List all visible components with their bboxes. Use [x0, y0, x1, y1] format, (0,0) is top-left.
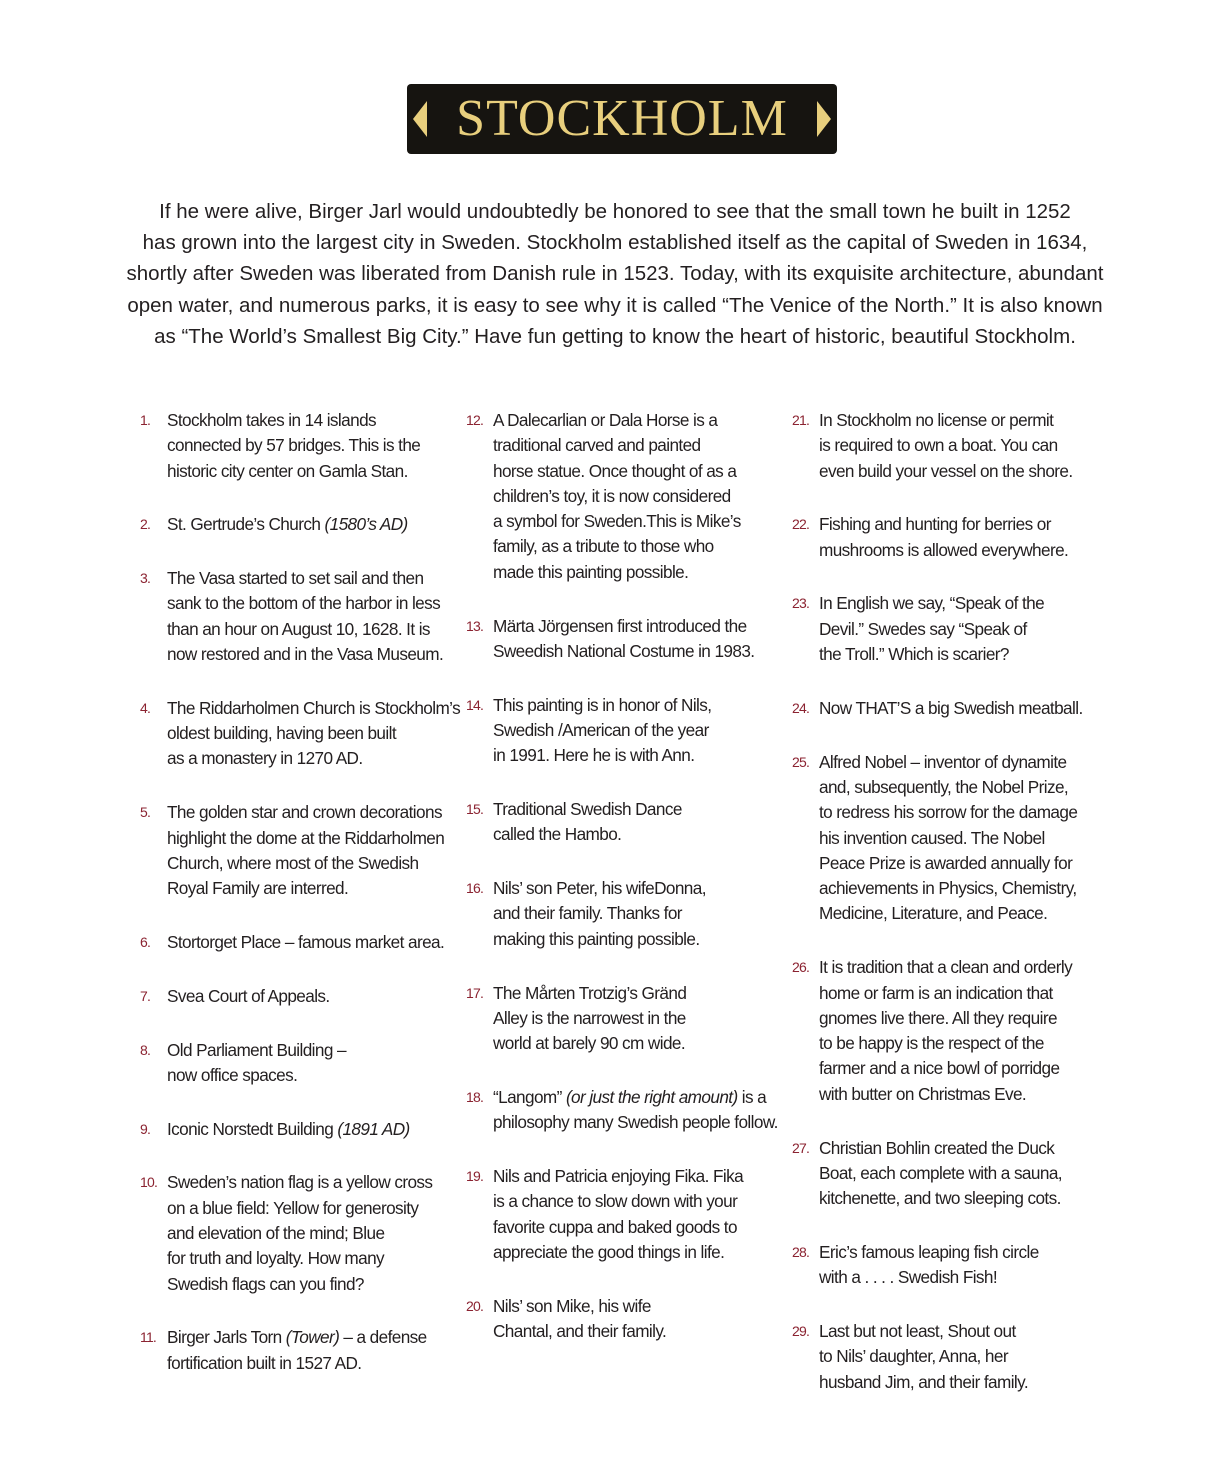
legend-item-text: [819, 408, 1092, 484]
legend-item-line: “Langom” (or just the right amount) is a: [493, 1086, 767, 1107]
legend-item-number: 18.: [466, 1088, 484, 1105]
legend-item: [792, 512, 1092, 563]
legend-item-number: 26.: [792, 959, 810, 976]
legend-item-line: farmer and a nice bowl of porridge: [819, 1058, 1060, 1079]
legend-item-line: Alley is the narrowest in the: [493, 1007, 686, 1028]
legend-item-text: [493, 408, 794, 585]
legend-item-line: children’s toy, it is now considered: [493, 485, 731, 506]
legend-item-text: [167, 800, 472, 901]
legend-item-line: with butter on Christmas Eve.: [819, 1083, 1027, 1104]
legend-item-line: The Vasa started to set sail and then: [167, 568, 424, 589]
legend-item: [140, 1117, 472, 1142]
legend-item-line: Peace Prize is awarded annually for: [819, 852, 1073, 873]
legend-item-line: Nils’ son Mike, his wife: [493, 1295, 651, 1316]
legend-item: [792, 408, 1092, 484]
legend-item: [140, 408, 472, 484]
legend-item: [140, 512, 472, 537]
legend-item-italic: (1891 AD): [337, 1118, 410, 1139]
legend-item-text: [167, 930, 472, 955]
legend-item-line: to Nils’ daughter, Anna, her: [819, 1346, 1008, 1367]
legend-item: [140, 930, 472, 955]
legend-item-text: [167, 566, 472, 667]
legend-item: [140, 1170, 472, 1296]
legend-item-line: philosophy many Swedish people follow.: [493, 1112, 778, 1133]
legend-column-3: [792, 408, 1092, 1395]
legend-item-text: [493, 1164, 794, 1265]
legend-item-line: historic city center on Gamla Stan.: [167, 460, 408, 481]
legend-column-2: [466, 408, 794, 1344]
legend-item-text: [819, 696, 1092, 721]
legend-item-text: [167, 1325, 472, 1376]
legend-item: [140, 566, 472, 667]
legend-item-line: In English we say, “Speak of the: [819, 593, 1045, 614]
legend-item-line: Royal Family are interred.: [167, 878, 349, 899]
legend-item-line: on a blue field: Yellow for generosity: [167, 1197, 419, 1218]
legend-item: [466, 408, 794, 585]
legend-item-number: 29.: [792, 1323, 810, 1340]
legend-item-number: 7.: [140, 987, 151, 1004]
legend-item: [792, 696, 1092, 721]
legend-item-number: 5.: [140, 804, 151, 821]
legend-item-line: Nils and Patricia enjoying Fika. Fika: [493, 1166, 744, 1187]
intro-line: as “The World’s Smallest Big City.” Have fun getting to know the heart of historic, beautiful Stockholm.: [154, 324, 1076, 348]
legend-item-text: [167, 1170, 472, 1296]
legend-item-number: 15.: [466, 801, 484, 818]
intro-line: shortly after Sweden was liberated from Danish rule in 1523. Today, with its exquisite architecture, abundant: [126, 262, 1104, 286]
legend-item-line: Alfred Nobel – inventor of dynamite: [819, 751, 1067, 772]
legend-item-number: 24.: [792, 699, 810, 716]
legend-item-text: [493, 1085, 794, 1136]
legend-column-1: [140, 408, 472, 1376]
legend-item-line: sank to the bottom of the harbor in less: [167, 593, 441, 614]
legend-item-text: [493, 797, 794, 848]
legend-item-number: 25.: [792, 753, 810, 770]
legend-item-line: Traditional Swedish Dance: [493, 799, 682, 820]
legend-item-line: Last but not least, Shout out: [819, 1321, 1016, 1342]
legend-item-text: [493, 876, 794, 952]
legend-item-number: 11.: [140, 1329, 157, 1346]
legend-item-line: is required to own a boat. You can: [819, 435, 1058, 456]
legend-item-number: 17.: [466, 984, 484, 1001]
intro-line: has grown into the largest city in Sweden. Stockholm established itself as the capital of Sweden in 1634,: [142, 231, 1088, 255]
legend-item: [792, 1240, 1092, 1291]
legend-item-line: achievements in Physics, Chemistry,: [819, 878, 1077, 899]
legend-item: [466, 1085, 794, 1136]
intro-line: open water, and numerous parks, it is easy to see why it is called “The Venice of the North.” It is also known: [127, 293, 1103, 317]
legend-item-line: Iconic Norstedt Building (1891 AD): [167, 1118, 410, 1139]
legend-item-number: 20.: [466, 1297, 484, 1314]
legend-item-number: 19.: [466, 1168, 484, 1185]
legend-item-line: Birger Jarls Torn (Tower) – a defense: [167, 1327, 427, 1348]
legend-item-number: 1.: [140, 412, 151, 428]
legend-item-line: even build your vessel on the shore.: [819, 460, 1073, 481]
legend-item-line: and their family. Thanks for: [493, 903, 682, 924]
legend-item-line: mushrooms is allowed everywhere.: [819, 539, 1069, 560]
legend-item-text: [167, 1038, 472, 1089]
legend-item: [140, 1038, 472, 1089]
legend-item-number: 10.: [140, 1174, 158, 1191]
legend-item-line: favorite cuppa and baked goods to: [493, 1216, 737, 1237]
title-banner: [407, 84, 837, 154]
legend-item-line: is a chance to slow down with your: [493, 1191, 738, 1212]
legend-item-line: Christian Bohlin created the Duck: [819, 1137, 1055, 1158]
legend-item-number: 28.: [792, 1243, 810, 1260]
legend-item-number: 4.: [140, 699, 151, 716]
legend-item: [792, 1319, 1092, 1395]
legend-item-line: made this painting possible.: [493, 561, 689, 582]
legend-item-line: in 1991. Here he is with Ann.: [493, 745, 695, 766]
legend-item: [792, 1136, 1092, 1212]
legend-item-line: Svea Court of Appeals.: [167, 985, 330, 1006]
intro-line: If he were alive, Birger Jarl would undoubtedly be honored to see that the small town he built in 1252: [159, 200, 1071, 223]
legend-item-number: 23.: [792, 595, 810, 612]
legend-item-line: the Troll.” Which is scarier?: [819, 644, 1009, 665]
legend-item-line: horse statue. Once thought of as a: [493, 460, 737, 481]
legend-item-line: Old Parliament Building –: [167, 1039, 346, 1060]
legend-item-number: 16.: [466, 880, 484, 897]
legend-item-text: [493, 693, 794, 769]
legend-item-line: The Riddarholmen Church is Stockholm’s: [167, 697, 461, 718]
legend-item: [140, 984, 472, 1009]
legend-item-line: Stockholm takes in 14 islands: [167, 410, 377, 430]
legend-item-line: kitchenette, and two sleeping cots.: [819, 1188, 1061, 1209]
legend-item-line: home or farm is an indication that: [819, 982, 1053, 1003]
legend-item-text: [167, 408, 472, 484]
legend-item-line: This painting is in honor of Nils,: [493, 694, 712, 715]
legend-item-line: Chantal, and their family.: [493, 1321, 667, 1342]
legend-item-line: to be happy is the respect of the: [819, 1033, 1044, 1054]
legend-item-number: 13.: [466, 617, 484, 634]
legend-item-line: Märta Jörgensen first introduced the: [493, 615, 747, 636]
legend-item-text: [819, 1319, 1092, 1395]
legend-item-text: [819, 512, 1092, 563]
legend-item-line: husband Jim, and their family.: [819, 1371, 1029, 1392]
legend-item-line: than an hour on August 10, 1628. It is: [167, 618, 430, 639]
legend-item-line: his invention caused. The Nobel: [819, 827, 1045, 848]
legend-item-line: Boat, each complete with a sauna,: [819, 1162, 1062, 1183]
legend-item: [466, 876, 794, 952]
legend-item-line: and elevation of the mind; Blue: [167, 1223, 385, 1244]
legend-item-line: Sweden’s nation flag is a yellow cross: [167, 1172, 433, 1193]
legend-item-line: connected by 57 bridges. This is the: [167, 435, 421, 456]
legend-item-number: 3.: [140, 570, 151, 587]
legend-item-line: making this painting possible.: [493, 928, 700, 949]
legend-item-line: traditional carved and painted: [493, 435, 701, 456]
banner-right-cap: [817, 101, 831, 137]
legend-item-italic: (or just the right amount): [565, 1086, 738, 1107]
legend-item-text: [167, 984, 472, 1009]
legend-item: [466, 1164, 794, 1265]
legend-item-text: [819, 591, 1092, 667]
legend-item-line: Now THAT’S a big Swedish meatball.: [819, 697, 1083, 718]
legend-item: [466, 1294, 794, 1345]
legend-item: [466, 981, 794, 1057]
legend-item-line: now restored and in the Vasa Museum.: [167, 644, 444, 665]
legend-item-line: The Mårten Trotzig’s Gränd: [493, 982, 687, 1003]
legend-item-line: Sweedish National Costume in 1983.: [493, 640, 755, 661]
legend-item-number: 8.: [140, 1041, 151, 1058]
legend-item-number: 22.: [792, 516, 810, 533]
legend-item-number: 27.: [792, 1139, 810, 1156]
legend-item-italic: (Tower): [285, 1327, 340, 1348]
legend-item-line: Church, where most of the Swedish: [167, 852, 419, 873]
legend-item-line: Swedish /American of the year: [493, 719, 709, 740]
legend-item-line: fortification built in 1527 AD.: [167, 1352, 362, 1373]
legend-item-line: appreciate the good things in life.: [493, 1241, 725, 1262]
legend-item-text: [819, 1240, 1092, 1291]
legend-item-text: [167, 512, 472, 537]
legend-item: [792, 955, 1092, 1107]
legend-item-line: a symbol for Sweden.This is Mike’s: [493, 511, 741, 532]
legend-item-number: 21.: [792, 412, 810, 428]
legend-item-text: [493, 1294, 794, 1345]
legend-item-number: 14.: [466, 696, 484, 713]
legend-item-line: Eric’s famous leaping fish circle: [819, 1241, 1039, 1262]
legend-item-line: It is tradition that a clean and orderly: [819, 957, 1073, 978]
legend-item-line: family, as a tribute to those who: [493, 536, 714, 557]
legend-item-text: [167, 696, 472, 772]
legend-item: [466, 797, 794, 848]
legend-item: [140, 1325, 472, 1376]
legend-item-line: world at barely 90 cm wide.: [493, 1033, 686, 1054]
legend-item-line: called the Hambo.: [493, 824, 622, 845]
legend-item: [140, 696, 472, 772]
legend-item-line: highlight the dome at the Riddarholmen: [167, 827, 445, 848]
legend-item-line: for truth and loyalty. How many: [167, 1248, 385, 1269]
legend-item-line: In Stockholm no license or permit: [819, 410, 1054, 430]
legend-item-line: Devil.” Swedes say “Speak of: [819, 618, 1027, 639]
legend-item-line: as a monastery in 1270 AD.: [167, 748, 363, 769]
legend-item-line: with a . . . . Swedish Fish!: [819, 1267, 998, 1288]
legend-item-line: Nils’ son Peter, his wifeDonna,: [493, 878, 706, 899]
legend-item-line: Stortorget Place – famous market area.: [167, 931, 445, 952]
legend-item-line: and, subsequently, the Nobel Prize,: [819, 776, 1069, 797]
legend-item-line: Fishing and hunting for berries or: [819, 514, 1051, 535]
legend-item-number: 12.: [466, 412, 484, 428]
legend-item-text: [493, 614, 794, 665]
legend-item-line: Swedish flags can you find?: [167, 1273, 364, 1294]
legend-item-text: [819, 955, 1092, 1107]
legend-item-number: 9.: [140, 1120, 151, 1137]
legend-item-italic: (1580’s AD): [324, 514, 408, 535]
page-title: STOCKHOLM: [456, 90, 788, 147]
legend-item-line: oldest building, having been built: [167, 723, 397, 744]
legend-item-line: Medicine, Literature, and Peace.: [819, 903, 1048, 924]
legend-item-line: now office spaces.: [167, 1064, 298, 1085]
legend-item-text: [493, 981, 794, 1057]
legend-item-line: to redress his sorrow for the damage: [819, 802, 1078, 823]
legend-item-line: A Dalecarlian or Dala Horse is a: [493, 410, 718, 430]
legend-item-line: gnomes live there. All they require: [819, 1007, 1057, 1028]
legend-item-number: 2.: [140, 516, 151, 533]
legend-item-number: 6.: [140, 933, 151, 950]
legend-item-line: St. Gertrude’s Church (1580’s AD): [167, 514, 408, 535]
legend-item-text: [819, 1136, 1092, 1212]
legend-item-text: [819, 750, 1092, 927]
intro-paragraph: [70, 196, 1160, 352]
legend-item: [140, 800, 472, 901]
legend-item: [466, 693, 794, 769]
legend-item-text: [167, 1117, 472, 1142]
legend-item: [792, 750, 1092, 927]
legend-item-line: The golden star and crown decorations: [167, 802, 442, 823]
legend-item: [466, 614, 794, 665]
legend-item: [792, 591, 1092, 667]
